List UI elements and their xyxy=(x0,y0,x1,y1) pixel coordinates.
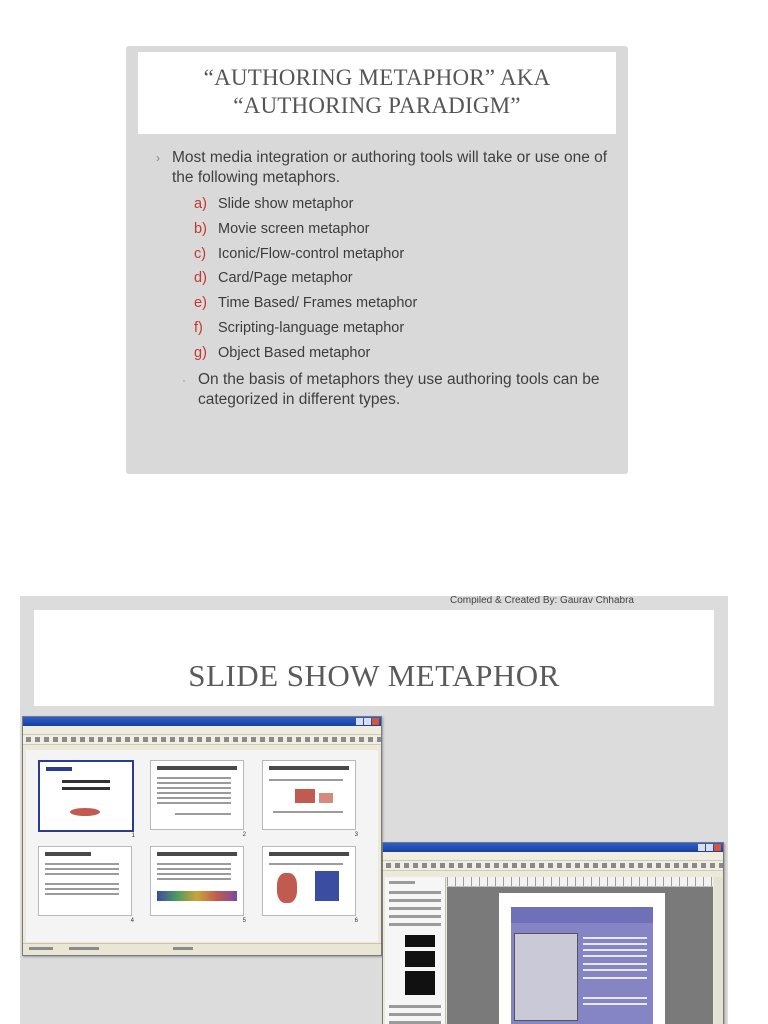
bullet-text: On the basis of metaphors they use authoring tools can be categorized in different types. xyxy=(198,370,600,408)
list-item xyxy=(194,217,609,242)
list-item xyxy=(194,316,609,341)
minimize-icon xyxy=(698,844,705,851)
close-icon xyxy=(714,844,721,851)
list-item-label: Slide show metaphor xyxy=(218,196,354,212)
bullet-icon: › xyxy=(156,151,160,165)
list-marker: g) xyxy=(194,344,207,361)
list-item xyxy=(194,341,609,366)
list-item xyxy=(194,266,609,291)
list-marker: b) xyxy=(194,220,207,237)
slide-title-box xyxy=(34,610,714,706)
list-marker: d) xyxy=(194,270,207,287)
slide-authoring-metaphor xyxy=(126,46,628,474)
slide-canvas xyxy=(499,893,665,1024)
list-item-label: Iconic/Flow-control metaphor xyxy=(218,245,405,262)
list-item xyxy=(194,291,609,316)
list-item-label: Card/Page metaphor xyxy=(218,270,353,287)
credit-text: Compiled & Created By: Gaurav Chhabra xyxy=(450,596,634,606)
list-marker: e) xyxy=(194,295,207,312)
outline-pane xyxy=(385,877,446,1024)
window-menubar xyxy=(23,726,381,735)
slide-title: SLIDE SHOW METAPHOR xyxy=(188,658,560,693)
slide-editing-pane xyxy=(447,887,713,1024)
slide-thumbnail: 1 xyxy=(38,760,134,832)
slide-thumbnail: 6 xyxy=(262,846,356,916)
list-item-label: Time Based/ Frames metaphor xyxy=(218,295,418,312)
metaphor-list xyxy=(194,192,609,366)
window-menubar xyxy=(383,852,723,861)
window-titlebar xyxy=(23,717,381,726)
list-marker: f) xyxy=(194,319,203,336)
list-item xyxy=(194,242,609,267)
slide-thumbnail: 2 xyxy=(150,760,244,830)
screenshot-normal-view-window xyxy=(382,842,724,1024)
list-item-label: Scripting-language metaphor xyxy=(218,319,405,336)
list-item xyxy=(194,192,609,217)
maximize-icon xyxy=(364,718,371,725)
slide-thumbnail: 3 xyxy=(262,760,356,830)
list-item-label: Object Based metaphor xyxy=(218,344,371,361)
window-toolbar xyxy=(383,861,723,871)
window-statusbar xyxy=(23,943,381,955)
slide-body xyxy=(154,148,609,410)
maximize-icon xyxy=(706,844,713,851)
window-toolbar xyxy=(23,735,381,745)
bullet-text: Most media integration or authoring tools will take or use one of the following metaphors. xyxy=(172,149,608,186)
screenshot-slide-sorter-window xyxy=(22,716,382,956)
bullet-item xyxy=(154,148,609,188)
slide-thumbnail: 4 xyxy=(38,846,132,916)
minimize-icon xyxy=(356,718,363,725)
list-marker: c) xyxy=(194,245,207,262)
slide-thumbnail: 5 xyxy=(150,846,244,916)
ruler xyxy=(447,877,713,887)
slide-title-line-2: “AUTHORING PARADIGM” xyxy=(233,93,521,118)
close-icon xyxy=(372,718,379,725)
slide-slide-show-metaphor xyxy=(20,596,728,1024)
slide-sorter-pane xyxy=(26,750,378,942)
bullet-icon: · xyxy=(182,372,186,387)
list-item-label: Movie screen metaphor xyxy=(218,220,370,237)
vertical-scrollbar xyxy=(714,877,723,1024)
slide-title-line-1: “AUTHORING METAPHOR” AKA xyxy=(203,65,551,90)
slide-title-box xyxy=(138,52,616,134)
bullet-item xyxy=(180,370,609,410)
list-marker: a) xyxy=(194,196,207,212)
window-titlebar xyxy=(383,843,723,852)
